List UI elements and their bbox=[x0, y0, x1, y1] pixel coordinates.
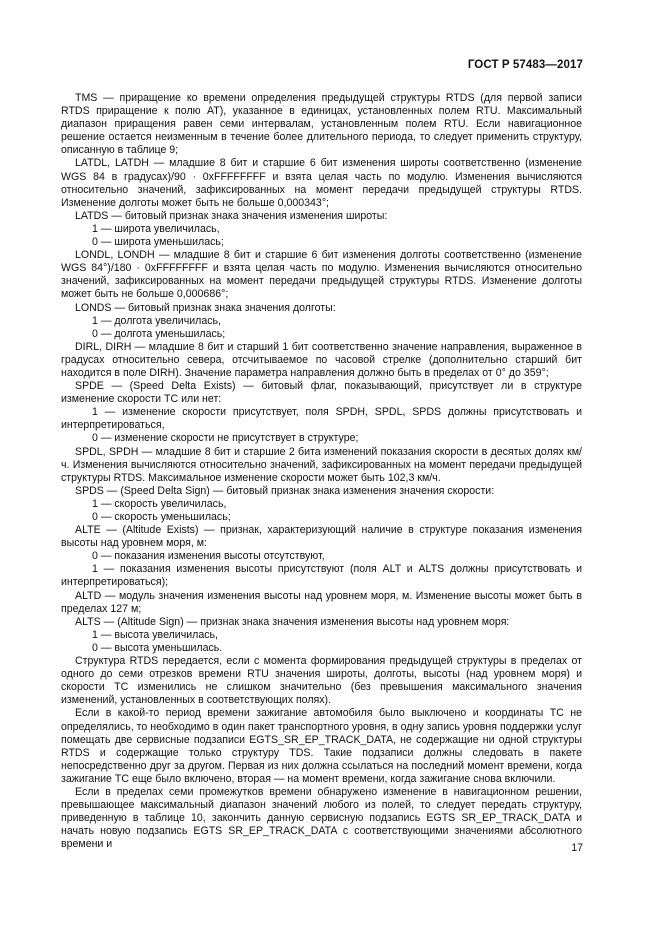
page-number: 17 bbox=[571, 842, 583, 854]
document-id-header: ГОСТ Р 57483—2017 bbox=[467, 59, 583, 71]
paragraph: SPDL, SPDH — младшие 8 бит и старшие 2 бита изменений показания скорости в десятых долях км/ч. Изменения вычисляются относительно значений, зафиксированных на момент передачи предыдущей структуры RTDS. Максимальное изменение скорости может быть 102,3 км/ч. bbox=[61, 445, 582, 484]
paragraph: Если в пределах семи промежутков времени обнаружено изменение в навигационном решении, превышающее максимальный диапазон значений любого из полей, то следует передать структуру, приведенную в таблице 10, закончить данную сервисную подзапись EGTS SR_EP_TRACK_DATA и начать новую подзапись EGTS SR_EP_TRACK_DATA с соответствующими значениями абсолютного времени и bbox=[61, 785, 582, 851]
list-item: 1 — скорость увеличилась, bbox=[92, 497, 227, 510]
paragraph: SPDE — (Speed Delta Exists) — битовый флаг, показывающий, присутствует ли в структуре изменение скорости ТС или нет: bbox=[61, 380, 582, 406]
paragraph: LONDL, LONDH — младшие 8 бит и старшие 6 бит изменения долготы соответственно (изменение WGS 84°)/180 · 0xFFFFFFFF и взята целая часть по модулю. Изменения вычисляются относительно значений, зафиксированных на момент передачи предыдущей структуры RTDS. Изменение долготы может быть не больше 0,000686°; bbox=[61, 249, 582, 301]
list-item: 0 — долгота уменьшилась; bbox=[92, 327, 226, 340]
list-item: 1 — высота увеличилась, bbox=[92, 628, 218, 641]
paragraph: DIRL, DIRH — младшие 8 бит и старший 1 бит соответственно значение направления, выраженное в градусах относительно севера, отсчитываемое по часовой стрелке (дополнительно старший бит находится в поле DIRH). Значение параметра направления должно быть в пределах от 0° до 359°; bbox=[61, 340, 582, 379]
list-item: 1 — изменение скорости присутствует, поля SPDH, SPDL, SPDS должны присутствовать и интерпретироваться, bbox=[61, 406, 582, 432]
list-item: 0 — изменение скорости не присутствует в структуре; bbox=[92, 432, 359, 445]
paragraph: LONDS — битовый признак знака значения долготы: bbox=[75, 301, 336, 314]
list-item: 1 — показания изменения высоты присутствуют (поля ALT и ALTS должны присутствовать и интерпретироваться); bbox=[61, 563, 582, 589]
list-item: 0 — широта уменьшилась; bbox=[92, 236, 224, 249]
paragraph: LATDL, LATDH — младшие 8 бит и старшие 6 бит изменения широты соответственно (изменение WGS 84 в градусах)/90 · 0xFFFFFFFF и взята целая часть по модулю. Изменения вычисляются относительно значений, зафиксированных на момент передачи предыдущей структуры RTDS. Изменение долготы может быть не больше 0,000343°; bbox=[61, 157, 582, 209]
paragraph: LATDS — битовый признак знака значения изменения широты: bbox=[75, 209, 388, 222]
list-item: 1 — долгота увеличилась, bbox=[92, 314, 221, 327]
paragraph: SPDS — (Speed Delta Sign) — битовый признак знака изменения значения скорости: bbox=[75, 484, 495, 497]
paragraph: Структура RTDS передается, если с момента формирования предыдущей структуры в пределах от одного до семи отрезков времени RTU значения широты, долготы, высоты (над уровнем моря) и скорости ТС изменились не слишком значительно (без превышения максимального значения изменений, установленных в соответствующих полях). bbox=[61, 655, 582, 707]
list-item: 0 — показания изменения высоты отсутствуют, bbox=[92, 550, 325, 563]
paragraph: ALTS — (Altitude Sign) — признак знака значения изменения высоты над уровнем моря: bbox=[75, 615, 510, 628]
list-item: 0 — скорость уменьшилась; bbox=[92, 511, 231, 523]
document-body bbox=[61, 92, 582, 851]
paragraph: ALTD — модуль значения изменения высоты над уровнем моря, м. Изменение высоты может быть в пределах 127 м; bbox=[61, 589, 582, 615]
paragraph: ALTE — (Altitude Exists) — признак, характеризующий наличие в структуре показания изменения высоты над уровнем моря, м: bbox=[61, 524, 582, 550]
paragraph: Если в какой-то период времени зажигание автомобиля было выключено и координаты ТС не определялись, то необходимо в один пакет транспортного уровня, в одну запись уровня поддержки услуг помещать две сервисные подзаписи EGTS_SR_EP_TRACK_DATA, не содержащие ни одной структуры RTDS и содержащие только структуру TDS. Такие подзаписи должны следовать в пакете непосредственно друг за другом. Первая из них должна ссылаться на последний момент времени, когда зажигание ТС еще было включено, вторая — на момент времени, когда зажигание снова включили. bbox=[61, 707, 582, 785]
list-item: 0 — высота уменьшилась. bbox=[92, 641, 223, 654]
paragraph: TMS — приращение ко времени определения предыдущей структуры RTDS (для первой записи RTDS приращение к полю AT), указанное в единицах, установленных полем RTU. Максимальный диапазон приращения равен семи интервалам, установленным полем RTU. Если навигационное решение остается неизменным в течение более длительного периода, то следует применить структуру, описанную в таблице 9; bbox=[61, 92, 582, 157]
list-item: 1 — широта увеличилась, bbox=[92, 222, 220, 235]
